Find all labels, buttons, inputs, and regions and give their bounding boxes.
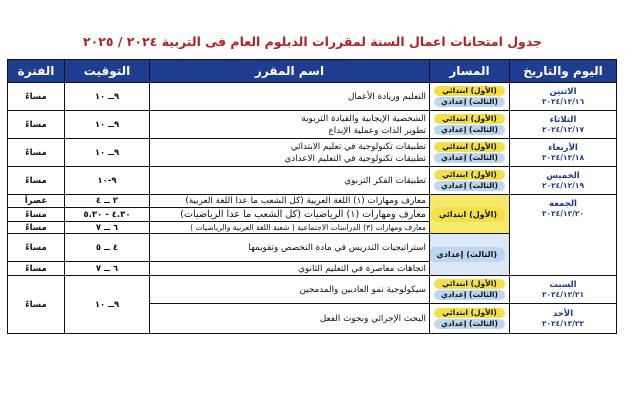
time-cell: ٩ــ ١٠ — [65, 276, 150, 334]
course-name: التعليم وريادة الأعمال — [347, 91, 426, 102]
time-cell: ٢ ــ ٤ — [65, 195, 150, 208]
day-cell — [510, 111, 617, 139]
exam-schedule-table — [7, 59, 617, 334]
time-cell: ٦ ــ ٧ — [65, 262, 150, 276]
course-name: تطبيقات الفكر التربوي — [344, 175, 426, 186]
course-cell — [150, 304, 430, 334]
track-cell — [430, 167, 510, 195]
day-date: ٢٠٢٤/١٢/٢٢ — [541, 318, 585, 328]
day-name: الاثنين — [549, 86, 577, 97]
page-title: جدول امتحانات اعمال السنة لمقررات الدبلوم العام فى التربية ٢٠٢٤ / ٢٠٢٥ — [82, 34, 543, 49]
day-name: الثلاثاء — [549, 114, 577, 125]
course-cell — [150, 139, 430, 167]
track-primary-badge: (الأول) ابتدائي — [434, 308, 505, 318]
course-name: الشخصية الإيجابية والقيادة التربوية — [301, 113, 426, 124]
track-primary-badge: (الأول) ابتدائي — [431, 207, 505, 222]
day-cell — [510, 304, 617, 334]
header-period: الفترة — [8, 60, 65, 83]
period-cell: مساءً — [8, 276, 65, 334]
header-time: التوقيت — [65, 60, 150, 83]
header-day: اليوم والتاريخ — [510, 60, 617, 83]
table-row — [8, 276, 617, 304]
period-cell: مساءً — [8, 222, 65, 234]
time-cell: ٩ــ ١٠ — [65, 111, 150, 139]
course-cell — [150, 83, 430, 111]
period-cell: مساءً — [8, 83, 65, 111]
track-primary-badge: (الأول) ابتدائي — [434, 114, 505, 124]
period-cell: مساءً — [8, 167, 65, 195]
day-date: ٢٠٢٤/١٢/١٧ — [541, 124, 585, 134]
course-cell: معارف ومهارات (١) الرياضيات (كل الشعب ما عدا الرياضيات) — [150, 208, 430, 222]
table-row — [8, 167, 617, 195]
course-cell: اتجاهات معاصرة في التعليم الثانوي — [150, 262, 430, 276]
day-date: ٢٠٢٤/١٢/١٨ — [541, 152, 585, 162]
course-name: تطبيقات تكنولوجية في التعليم الاعدادي — [284, 153, 426, 164]
time-cell: ٦ ــ ٧ — [65, 222, 150, 234]
track-cell — [430, 111, 510, 139]
track-prep-badge: (الثالث) إعدادي — [434, 97, 505, 107]
time-cell: ٩ــ ١٠ — [65, 83, 150, 111]
track-prep-badge: (الثالث) إعدادي — [434, 125, 505, 135]
course-cell: معارف ومهارات (٣) الدراسات الاجتماعية ( شعبة اللغة العربية والرياضيات ) — [150, 222, 430, 234]
track-cell — [430, 139, 510, 167]
course-cell — [150, 167, 430, 195]
day-name: الأربعاء — [548, 142, 578, 153]
track-prep-badge: (الثالث) إعدادي — [434, 319, 505, 329]
track-primary-badge: (الأول) ابتدائي — [434, 86, 505, 96]
day-date: ٢٠٢٤/١٢/٢١ — [541, 289, 585, 299]
period-cell: مساءً — [8, 262, 65, 276]
course-name: سيكولوجية نمو العاديين والمدمجين — [299, 284, 426, 295]
track-cell — [430, 195, 510, 234]
day-date: ٢٠٢٤/١٢/١٦ — [541, 96, 585, 106]
period-cell: مساءً — [8, 139, 65, 167]
table-row — [8, 83, 617, 111]
day-cell — [510, 167, 617, 195]
track-prep-badge: (الثالث) إعدادي — [434, 181, 505, 191]
day-cell — [510, 276, 617, 304]
track-cell — [430, 304, 510, 334]
time-cell: ٩-١٠ — [65, 167, 150, 195]
period-cell: مساءً — [8, 111, 65, 139]
course-name: البحث الإجرائي وبحوث الفعل — [319, 313, 426, 324]
time-cell: ٩ــ ١٠ — [65, 139, 150, 167]
day-name: الخميس — [546, 170, 580, 181]
track-primary-badge: (الأول) ابتدائي — [434, 142, 505, 152]
day-cell — [510, 195, 617, 276]
day-name: الأحد — [552, 308, 574, 319]
track-prep-badge: (الثالث) إعدادي — [434, 153, 505, 163]
track-cell — [430, 234, 510, 276]
track-cell — [430, 83, 510, 111]
day-name: السبت — [549, 279, 577, 290]
period-cell: مساءً — [8, 208, 65, 222]
header-row — [8, 60, 617, 83]
day-cell — [510, 139, 617, 167]
header-track: المسار — [430, 60, 510, 83]
period-cell: عصراً — [8, 195, 65, 208]
day-date: ٢٠٢٤/١٢/١٩ — [541, 180, 585, 190]
day-cell — [510, 83, 617, 111]
course-name: تطبيقات تكنولوجية في تعليم الابتدائي — [290, 141, 426, 152]
track-cell — [430, 276, 510, 304]
table-row — [8, 195, 617, 208]
course-cell: معارف ومهارات (١) اللغة العربية (كل الشعب ما عدا اللغة العربية) — [150, 195, 430, 208]
course-cell — [150, 111, 430, 139]
header-course: اسم المقرر — [150, 60, 430, 83]
course-cell — [150, 276, 430, 304]
day-name: الجمعة — [549, 199, 577, 209]
table-row — [8, 111, 617, 139]
period-cell: مساءً — [8, 234, 65, 262]
track-primary-badge: (الأول) ابتدائي — [434, 170, 505, 180]
time-cell: ٤ ــ ٥ — [65, 234, 150, 262]
track-prep-badge: (الثالث) إعدادي — [430, 247, 506, 262]
track-prep-badge: (الثالث) إعدادي — [434, 290, 505, 300]
day-date: ٢٠٢٤/١٢/٢٠ — [541, 209, 585, 218]
time-cell: ٤.٣٠ - ٥.٣٠ — [65, 208, 150, 222]
course-cell: استراتيجيات التدريس في مادة التخصص وتقويمها — [150, 234, 430, 262]
course-name: تطوير الذات وعملية الإبداع — [328, 125, 426, 136]
table-row — [8, 139, 617, 167]
track-primary-badge: (الأول) ابتدائي — [434, 279, 505, 289]
